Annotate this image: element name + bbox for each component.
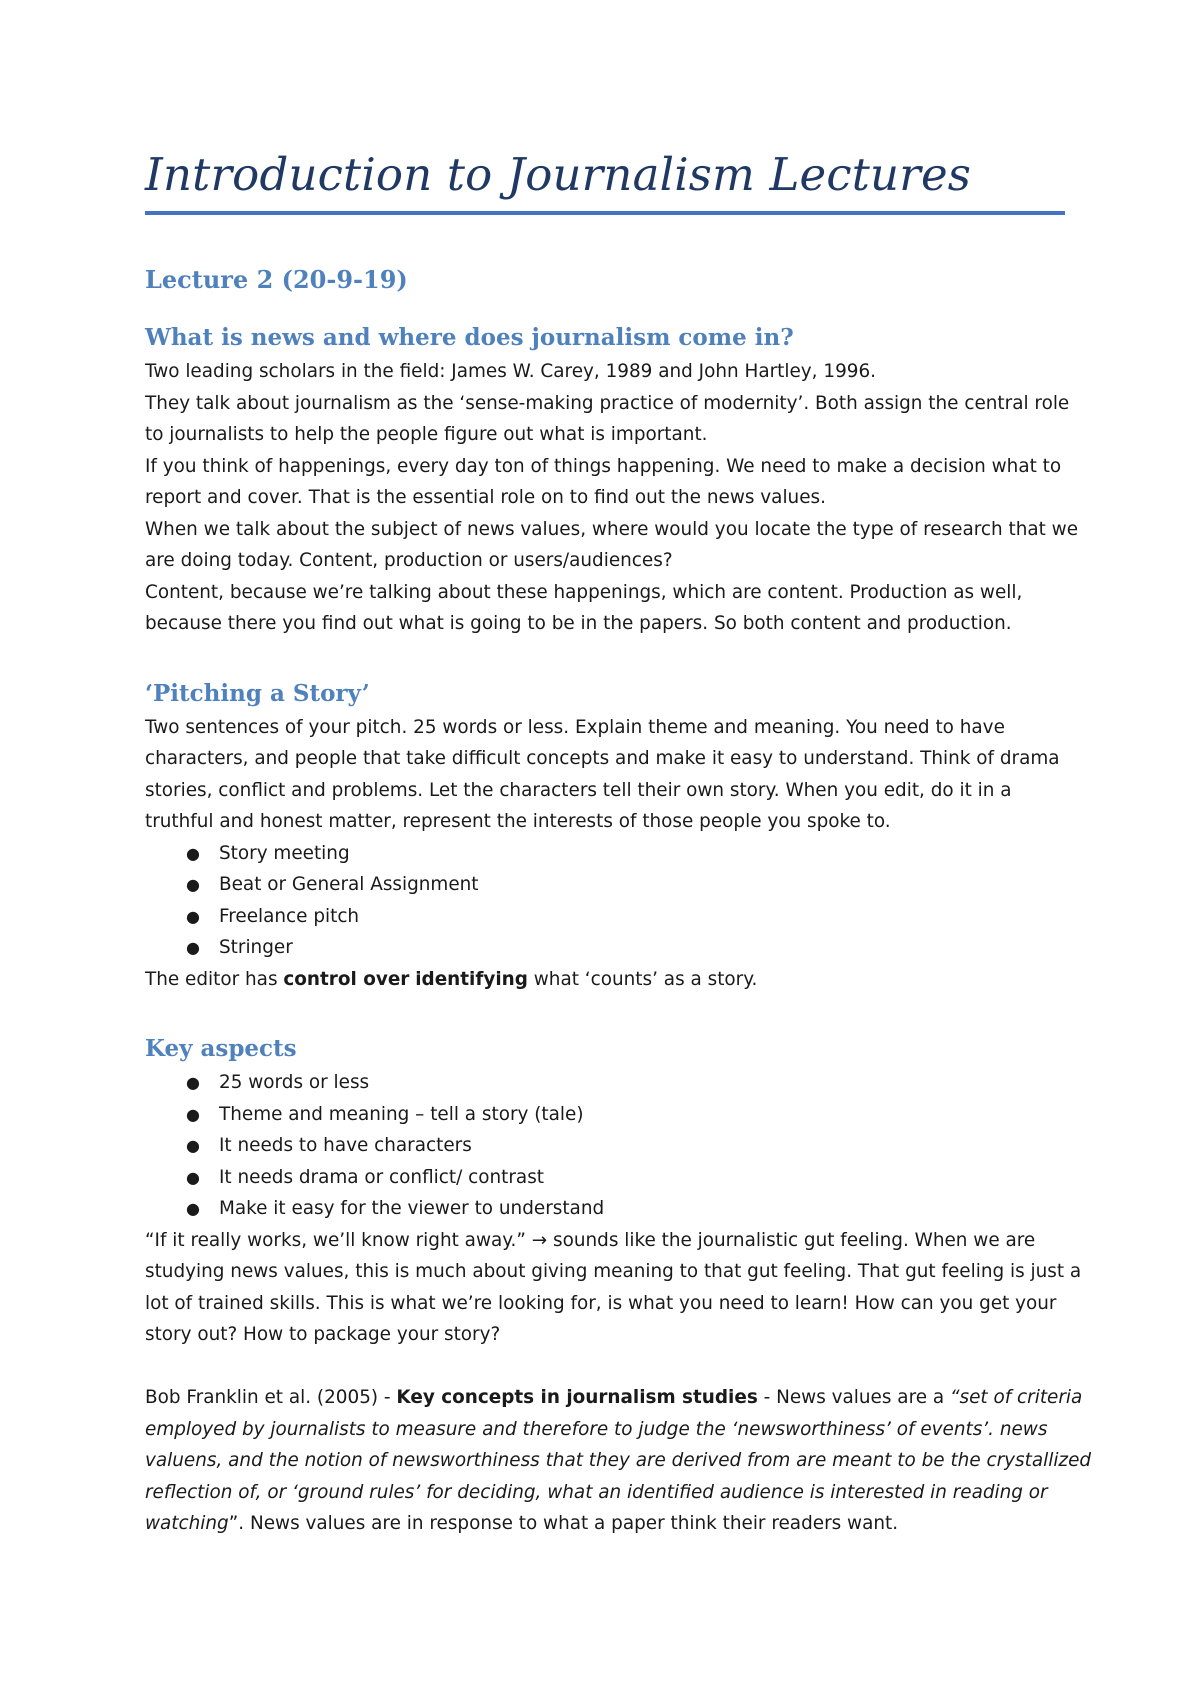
section-pitching-body bbox=[145, 712, 1065, 996]
list-item: ● 25 words or less bbox=[145, 1067, 1065, 1099]
list-item: ● Story meeting bbox=[145, 838, 1065, 870]
bullet-icon: ● bbox=[186, 843, 200, 863]
paragraph-line: When we talk about the subject of news values, where would you locate the type of research that we bbox=[145, 518, 1079, 540]
bullet-icon: ● bbox=[186, 1136, 200, 1155]
gut-feeling-line: “If it really works, we’ll know right away.” → sounds like the journalistic gut feeling. When we are bbox=[145, 1229, 1036, 1251]
paragraph-line: If you think of happenings, every day ton of things happening. We need to make a decision what to bbox=[145, 455, 1062, 477]
reference-line: Bob Franklin et al. (2005) - Key concepts in journalism studies - News values are a “set of criteria bbox=[145, 1387, 1083, 1408]
section-news-body bbox=[145, 356, 1079, 640]
paragraph-line: Two sentences of your pitch. 25 words or less. Explain theme and meaning. You need to have bbox=[145, 716, 1005, 738]
bullet-icon: ● bbox=[186, 1167, 200, 1187]
paragraph-line: Two leading scholars in the field: James W. Carey, 1989 and John Hartley, 1996. bbox=[145, 361, 877, 382]
quote-line: watching”. News values are in response to what a paper think their readers want. bbox=[145, 1513, 899, 1534]
list-item: ● Stringer bbox=[145, 932, 1065, 964]
paragraph-line: to journalists to help the people figure out what is important. bbox=[145, 424, 708, 445]
document-body bbox=[145, 262, 1092, 1540]
document-title: Introduction to Journalism Lectures bbox=[145, 148, 972, 201]
bullet-icon: ● bbox=[186, 875, 200, 894]
lecture-heading: Lecture 2 (20-9-19) bbox=[145, 265, 408, 294]
paragraph-line: stories, conflict and problems. Let the characters tell their own story. When you edit, do it in a bbox=[145, 779, 1012, 801]
paragraph-line: Content, because we’re talking about these happenings, which are content. Production as well, bbox=[145, 581, 1023, 603]
editor-control-line: The editor has control over identifying what ‘counts’ as a story. bbox=[145, 968, 758, 990]
section-heading-key-aspects: Key aspects bbox=[145, 1035, 297, 1062]
list-item: ● Make it easy for the viewer to understand bbox=[145, 1193, 1065, 1225]
list-item: ● It needs drama or conflict/ contrast bbox=[145, 1162, 1065, 1194]
key-aspects-bullet-list bbox=[145, 1067, 1065, 1225]
bullet-icon: ● bbox=[186, 1073, 200, 1092]
paragraph-line: lot of trained skills. This is what we’re looking for, is what you need to learn! How can you get your bbox=[145, 1292, 1057, 1314]
section-heading-news: What is news and where does journalism come in? bbox=[145, 324, 794, 351]
bullet-icon: ● bbox=[186, 906, 200, 926]
arrow-right-icon: → bbox=[531, 1229, 548, 1251]
paragraph-line: characters, and people that take difficult concepts and make it easy to understand. Think of drama bbox=[145, 748, 1060, 769]
paragraph-line: truthful and honest matter, represent the interests of those people you spoke to. bbox=[145, 811, 891, 832]
quote-line: valuens, and the notion of newsworthiness that they are derived from are meant to be the crystallized bbox=[145, 1450, 1092, 1471]
list-item: ● Theme and meaning – tell a story (tale) bbox=[145, 1099, 1065, 1131]
bullet-icon: ● bbox=[186, 1199, 200, 1218]
list-item: ● Beat or General Assignment bbox=[145, 869, 1065, 901]
section-heading-pitching: ‘Pitching a Story’ bbox=[145, 679, 370, 707]
blank-line bbox=[145, 1351, 1065, 1383]
title-underline bbox=[145, 211, 1065, 215]
section-key-aspects-body bbox=[145, 1067, 1092, 1540]
list-item: ● Freelance pitch bbox=[145, 901, 1065, 933]
pitching-bullet-list bbox=[145, 838, 1065, 964]
paragraph-line: report and cover. That is the essential role on to find out the news values. bbox=[145, 487, 826, 508]
list-item: ● It needs to have characters bbox=[145, 1130, 1065, 1162]
paragraph-line: are doing today. Content, production or users/audiences? bbox=[145, 550, 673, 571]
quote-line: reflection of, or ‘ground rules’ for deciding, what an identified audience is interested in reading or bbox=[145, 1481, 1048, 1503]
quote-line: employed by journalists to measure and therefore to judge the ‘newsworthiness’ of events’. news bbox=[145, 1418, 1048, 1440]
bullet-icon: ● bbox=[186, 938, 200, 957]
paragraph-line: because there you find out what is going to be in the papers. So both content and production. bbox=[145, 613, 1012, 634]
paragraph-line: studying news values, this is much about giving meaning to that gut feeling. That gut feeling is just a bbox=[145, 1261, 1082, 1282]
paragraph-line: story out? How to package your story? bbox=[145, 1324, 501, 1345]
paragraph-line: They talk about journalism as the ‘sense-making practice of modernity’. Both assign the central role bbox=[145, 392, 1070, 414]
bullet-icon: ● bbox=[186, 1104, 200, 1124]
